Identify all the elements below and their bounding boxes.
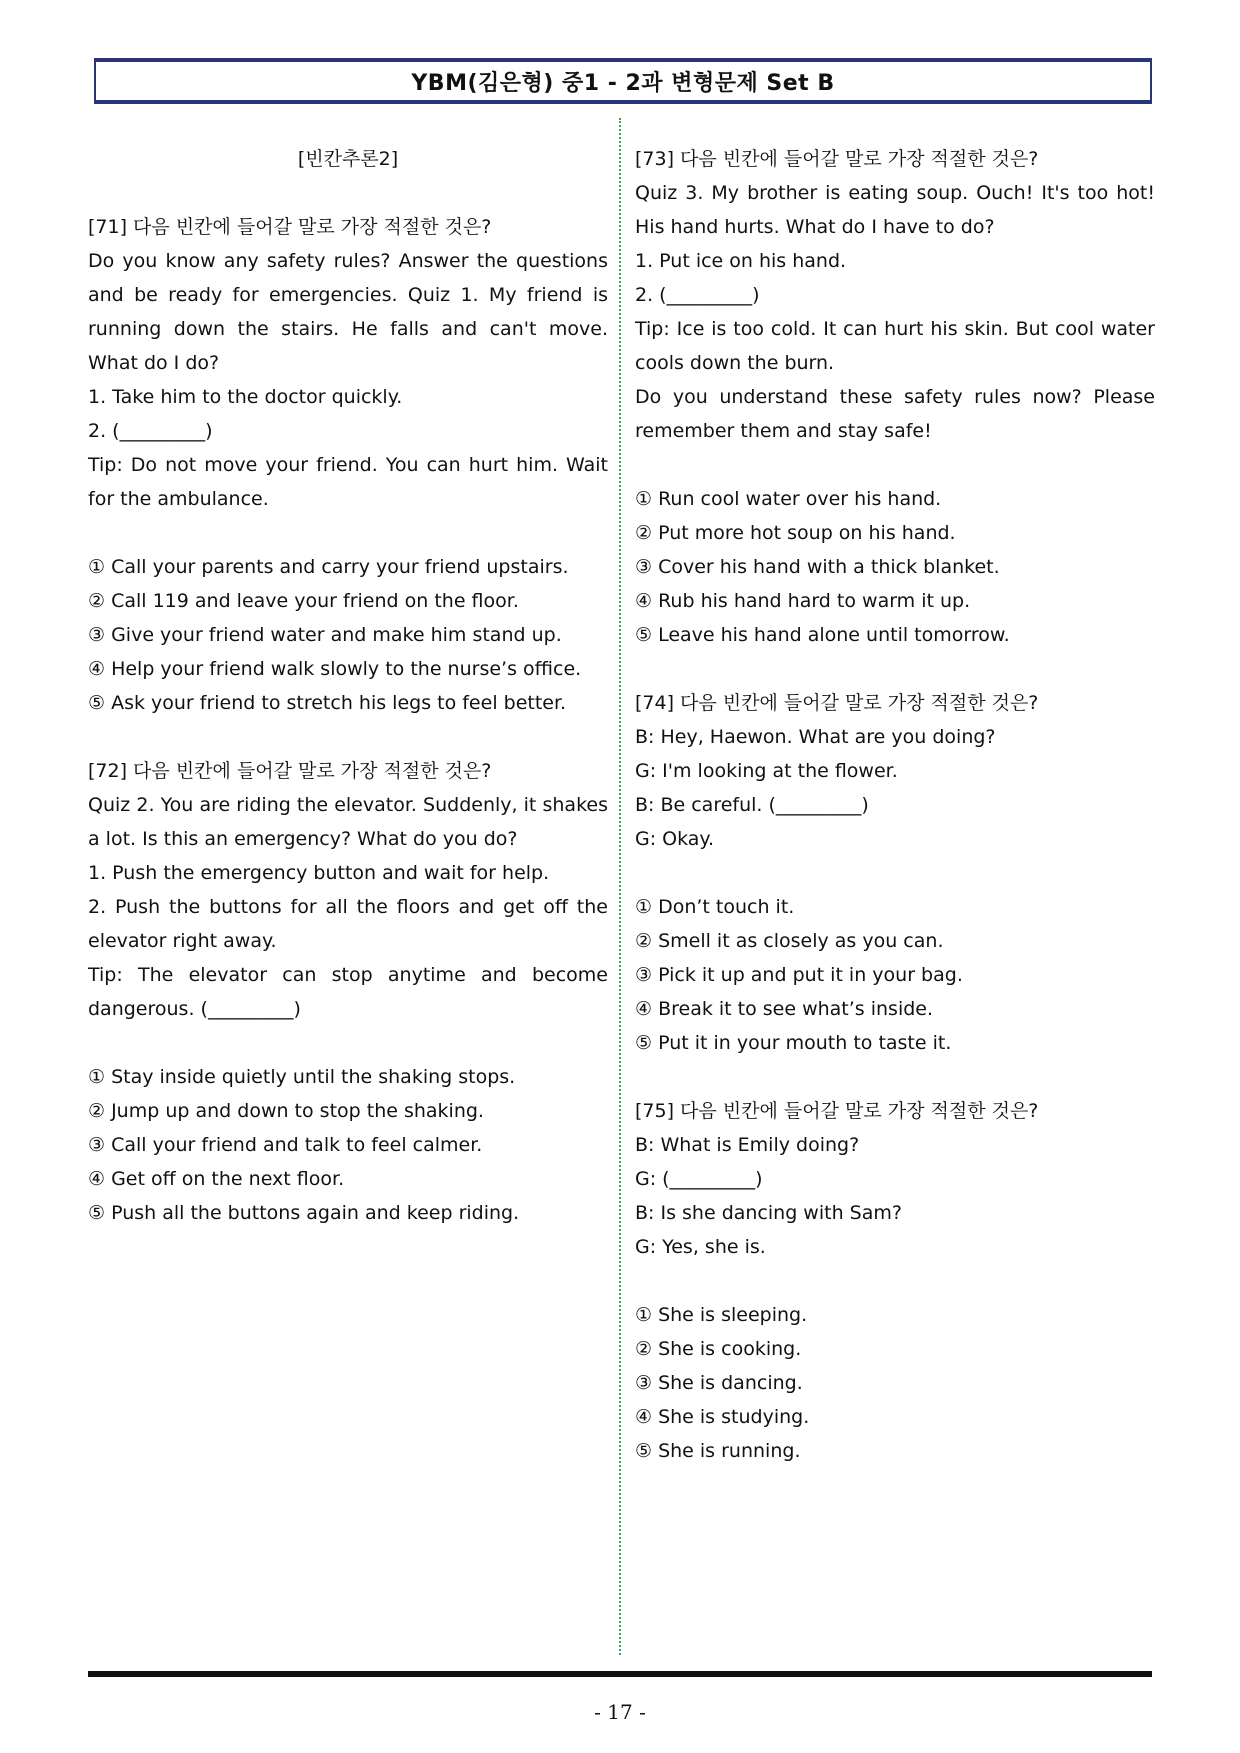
question-prompt: [74] 다음 빈칸에 들어갈 말로 가장 적절한 것은? — [635, 692, 1039, 714]
answer-choice[interactable]: ⑤ Ask your friend to stretch his legs to feel better. — [88, 692, 567, 714]
section-label: [빈칸추론2] — [297, 148, 399, 170]
footer-rule — [88, 1671, 1152, 1677]
passage-line: 1. Put ice on his hand. — [635, 250, 847, 272]
answer-choice[interactable]: ② Call 119 and leave your friend on the floor. — [88, 590, 519, 612]
answer-choice[interactable]: ② Jump up and down to stop the shaking. — [88, 1100, 484, 1122]
answer-choice[interactable]: ② She is cooking. — [635, 1338, 802, 1360]
dialogue-line: B: Hey, Haewon. What are you doing? — [635, 726, 996, 748]
question-75 — [635, 1094, 1155, 1468]
answer-choice[interactable]: ④ Break it to see what’s inside. — [635, 998, 934, 1020]
answer-choice[interactable]: ② Smell it as closely as you can. — [635, 930, 944, 952]
answer-choice[interactable]: ① Don’t touch it. — [635, 896, 795, 918]
question-71 — [88, 210, 608, 720]
page-number: - 17 - — [594, 1700, 646, 1724]
question-tip: Tip: Ice is too cold. It can hurt his skin. But cool water cools down the burn. — [635, 318, 1155, 374]
answer-choice[interactable]: ③ Give your friend water and make him stand up. — [88, 624, 562, 646]
right-column — [635, 142, 1155, 1468]
dialogue-line: B: What is Emily doing? — [635, 1134, 860, 1156]
answer-choice[interactable]: ④ Get off on the next floor. — [88, 1168, 345, 1190]
answer-choice[interactable]: ④ Rub his hand hard to warm it up. — [635, 590, 971, 612]
answer-choice[interactable]: ⑤ Leave his hand alone until tomorrow. — [635, 624, 1010, 646]
dialogue-line: G: Yes, she is. — [635, 1236, 766, 1258]
answer-choice[interactable]: ③ She is dancing. — [635, 1372, 803, 1394]
answer-choice[interactable]: ③ Cover his hand with a thick blanket. — [635, 556, 1000, 578]
answer-choice[interactable]: ② Put more hot soup on his hand. — [635, 522, 956, 544]
dialogue-line: G: Okay. — [635, 828, 715, 850]
passage-line: 2. Push the buttons for all the floors and get off the elevator right away. — [88, 896, 608, 952]
question-prompt: [72] 다음 빈칸에 들어갈 말로 가장 적절한 것은? — [88, 760, 492, 782]
question-73 — [635, 142, 1155, 652]
question-prompt: [71] 다음 빈칸에 들어갈 말로 가장 적절한 것은? — [88, 216, 492, 238]
answer-choice[interactable]: ⑤ Push all the buttons again and keep riding. — [88, 1202, 520, 1224]
passage-line: 2. (_________) — [635, 284, 760, 306]
question-passage: Do you know any safety rules? Answer the questions and be ready for emergencies. Quiz 1. My friend is running down the stairs. He falls and can't move. What do I do? — [88, 250, 608, 374]
answer-choice[interactable]: ① Call your parents and carry your friend upstairs. — [88, 556, 569, 578]
dialogue-line: G: (_________) — [635, 1168, 763, 1190]
question-passage: Quiz 3. My brother is eating soup. Ouch! It's too hot! His hand hurts. What do I have to do? — [635, 182, 1155, 238]
dialogue-line: B: Be careful. (_________) — [635, 794, 869, 816]
answer-choice[interactable]: ① Run cool water over his hand. — [635, 488, 942, 510]
question-74 — [635, 686, 1155, 1060]
passage-line: 1. Take him to the doctor quickly. — [88, 386, 403, 408]
question-tip: Tip: The elevator can stop anytime and become dangerous. (_________) — [88, 964, 608, 1020]
answer-choice[interactable]: ③ Pick it up and put it in your bag. — [635, 964, 963, 986]
dialogue-line: G: I'm looking at the flower. — [635, 760, 898, 782]
answer-choice[interactable]: ① She is sleeping. — [635, 1304, 808, 1326]
answer-choice[interactable]: ③ Call your friend and talk to feel calmer. — [88, 1134, 483, 1156]
column-divider — [619, 118, 621, 1655]
answer-choice[interactable]: ⑤ She is running. — [635, 1440, 801, 1462]
left-column — [88, 142, 608, 1230]
passage-line: 2. (_________) — [88, 420, 213, 442]
dialogue-line: B: Is she dancing with Sam? — [635, 1202, 902, 1224]
passage-line: 1. Push the emergency button and wait for help. — [88, 862, 550, 884]
answer-choice[interactable]: ④ She is studying. — [635, 1406, 810, 1428]
question-tip: Tip: Do not move your friend. You can hurt him. Wait for the ambulance. — [88, 454, 608, 510]
question-passage: Quiz 2. You are riding the elevator. Suddenly, it shakes a lot. Is this an emergency? What do you do? — [88, 794, 608, 850]
answer-choice[interactable]: ⑤ Put it in your mouth to taste it. — [635, 1032, 952, 1054]
passage-closing: Do you understand these safety rules now? Please remember them and stay safe! — [635, 386, 1155, 442]
page-title: YBM(김은형) 중1 - 2과 변형문제 Set B — [411, 70, 835, 96]
question-prompt: [75] 다음 빈칸에 들어갈 말로 가장 적절한 것은? — [635, 1100, 1039, 1122]
question-prompt: [73] 다음 빈칸에 들어갈 말로 가장 적절한 것은? — [635, 148, 1039, 170]
answer-choice[interactable]: ④ Help your friend walk slowly to the nurse’s office. — [88, 658, 582, 680]
question-72 — [88, 754, 608, 1230]
answer-choice[interactable]: ① Stay inside quietly until the shaking stops. — [88, 1066, 516, 1088]
page-header — [94, 58, 1152, 104]
